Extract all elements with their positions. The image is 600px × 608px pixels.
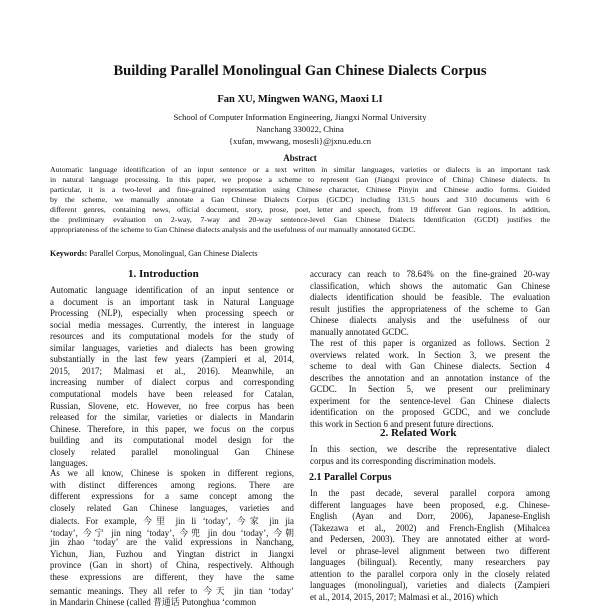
intro-paragraph-line: substantially in the last few years (Zampieri et al, 2014, — [50, 354, 294, 365]
intro-paragraph-line: computational models have been released for Catalan, — [50, 388, 294, 399]
abstract-line: different genres, containing news, official document, story, prose, poet, letter and speech, from 19 different Gan regions. In addition, — [50, 205, 550, 214]
abstract-body — [50, 165, 550, 235]
paper-title: Building Parallel Monolingual Gan Chinese Dialects Corpus — [113, 63, 487, 79]
parallel-corpus-line: In the past decade, several parallel corpora among — [310, 488, 550, 498]
intro-paragraph-line: Russian, Slovene, etc. However, no free corpus has been — [50, 400, 294, 411]
intro-paragraph-line: social media messages. Currently, the interest in language — [50, 319, 294, 330]
abstract-line: the preliminary evaluation on 2-way, 7-way and 20-way sentence-level Gan Chinese Dialects Identification (GCDI) justifies the — [50, 215, 550, 224]
parallel-corpus-line: English (Ayan and Dorr, 2006), Japanese-English — [310, 511, 550, 522]
intro-paragraph-line: ‘today’, 今宁 jin ning ‘today’, 今兜 jin dou ‘today’, 今朝 — [50, 527, 294, 538]
intro-paragraph-line: resources and its computational models for the study of — [50, 331, 294, 342]
abstract-heading: Abstract — [283, 153, 317, 163]
intro-paragraph-line: similar languages, varieties and dialects has been growing — [50, 342, 294, 353]
affiliation-line-1: School of Computer Information Engineering, Jiangxi Normal University — [173, 112, 427, 122]
keywords-text: Parallel Corpus, Monolingual, Gan Chinese Dialects — [87, 249, 258, 258]
affiliation-line-2: Nanchang 330022, China — [256, 124, 344, 134]
intro-paragraph-line: a document is an important task in Natural Language — [50, 296, 294, 307]
outline-paragraph-line: this work in Section 6 and present future directions. — [310, 418, 494, 429]
intro-paragraph-line: increasing number of dialect corpus and corresponding — [50, 377, 294, 388]
subsection-2-1-heading: 2.1 Parallel Corpus — [309, 472, 392, 483]
results-paragraph-line: dialects identification should be feasible. The evaluation — [310, 292, 550, 303]
author-emails: {xufan, mwwang, mosesli}@jxnu.edu.cn — [228, 136, 372, 146]
section-2-heading: 2. Related Work — [380, 427, 457, 439]
intro-paragraph-line: 2015, 2017; Malmasi et al., 2016). Meanwhile, an — [50, 365, 294, 376]
intro-paragraph-line: Chinese. Therefore, in this paper, we focus on the corpus — [50, 423, 294, 434]
intro-paragraph-line: released for the similar, varieties or dialects in Mandarin — [50, 412, 294, 423]
abstract-line: appropriateness of the scheme to Gan Chinese dialects analysis and the usefulness of our manually annotated GCDC. — [50, 225, 416, 234]
outline-paragraph-line: The rest of this paper is organized as follows. Section 2 — [310, 338, 550, 348]
abstract-line: in natural language processing. In this paper, we propose a scheme to represent Gan (Jiangxi province of China) Chinese dialects. In — [50, 175, 550, 184]
abstract-line: particular, it is a two-level and fine-grained representation using Chinese character, Chinese Pinyin and Chinese audio forms. Guided — [50, 185, 550, 194]
parallel-corpus-line: languages (monolingual), varieties and dialects (Zampieri — [310, 580, 550, 591]
intro-paragraph-line: As we all know, Chinese is spoken in different regions, — [50, 468, 294, 478]
results-paragraph-line: Chinese dialects analysis and the usefulness of our — [310, 315, 550, 326]
intro-paragraph-line: province (Gan in short) of China, respectively. Although — [50, 560, 294, 571]
parallel-corpus-line: and Pedersen, 2003). They are annotated either at word- — [310, 534, 550, 545]
outline-paragraph-line: identification on the proposed GCDC, and we conclude — [310, 407, 550, 418]
intro-paragraph-line: different expressions for a same concept among the — [50, 491, 294, 502]
intro-paragraph-line: in Mandarin Chinese (called 普通话 Putonghua ‘common — [50, 597, 257, 608]
keywords — [50, 249, 550, 259]
abstract-line: Automatic language identification of an input sentence or a text written in similar languages, varieties or dialects is an important task — [50, 165, 550, 174]
intro-paragraph-line: closely related parallel monolingual Gan Chinese — [50, 446, 294, 457]
abstract-line: by the scheme, we manually annotate a Gan Chinese Dialects Corpus (GCDC) including 131.5 hours and 310 documents with 6 — [50, 195, 550, 204]
intro-paragraph-line: with distinct differences among regions. There are — [50, 479, 294, 490]
parallel-corpus-line: attention to the parallel corpora only in the closely related — [310, 568, 550, 579]
related-work-line: In this section, we describe the representative dialect — [310, 444, 550, 454]
outline-paragraph-line: describes the annotation and an annotation instance of the — [310, 372, 550, 383]
results-paragraph-line: classification, which shows the automatic Gan Chinese — [310, 280, 550, 291]
intro-paragraph-line: building and its computational model design for the — [50, 435, 294, 446]
parallel-corpus-line: different languages have been proposed, e.g. Chinese- — [310, 499, 550, 510]
related-work-line: corpus and its corresponding discrimination models. — [310, 455, 496, 466]
intro-paragraph-line: dialects. For example, 今里 jin li ‘today’, 今家 jin jia — [50, 516, 294, 527]
intro-paragraph-line: Automatic language identification of an input sentence or — [50, 285, 294, 295]
section-1-heading: 1. Introduction — [128, 268, 199, 280]
outline-paragraph-line: overviews related work. In Section 3, we present the — [310, 349, 550, 360]
intro-paragraph-line: jin zhao ‘today’ are the valid expressions in Nanchang, — [50, 537, 294, 548]
outline-paragraph-line: GCDC. In Section 5, we present our preliminary — [310, 384, 550, 395]
parallel-corpus-line: et al., 2014, 2015, 2017; Malmasi et al., 2016) which — [310, 591, 499, 602]
results-paragraph-line: manually annotated GCDC. — [310, 326, 409, 337]
outline-paragraph-line: scheme to deal with Gan Chinese dialects. Section 4 — [310, 361, 550, 372]
results-paragraph-line: accuracy can reach to 78.64% on the fine-grained 20-way — [310, 269, 550, 279]
results-paragraph-line: result justifies the appropriateness of the scheme to Gan — [310, 303, 550, 314]
parallel-corpus-line: (Takezawa et al., 2002) and French-English (Mihalcea — [310, 522, 550, 533]
intro-paragraph-line: semantic meanings. They all refer to 今天 jin tian ‘today’ — [50, 585, 294, 596]
intro-paragraph-line: Processing (NLP), especially when processing speech or — [50, 308, 294, 319]
intro-paragraph-line: Yichun, Jian, Fuzhou and Yingtan district in Jiangxi — [50, 548, 294, 559]
intro-paragraph-line: closely related Gan Chinese languages, varieties and — [50, 502, 294, 513]
parallel-corpus-line: languages (bilingual). Recently, many researchers pay — [310, 557, 550, 568]
parallel-corpus-line: level or phrase-level alignment between two different — [310, 545, 550, 556]
author-list: Fan XU, Mingwen WANG, Maoxi LI — [217, 94, 383, 105]
intro-paragraph-line: these expressions are different, they have the same — [50, 571, 294, 582]
outline-paragraph-line: experiment for the sentence-level Gan Chinese dialects — [310, 395, 550, 406]
intro-paragraph-line: languages. — [50, 458, 88, 469]
keywords-label: Keywords: — [50, 249, 88, 258]
